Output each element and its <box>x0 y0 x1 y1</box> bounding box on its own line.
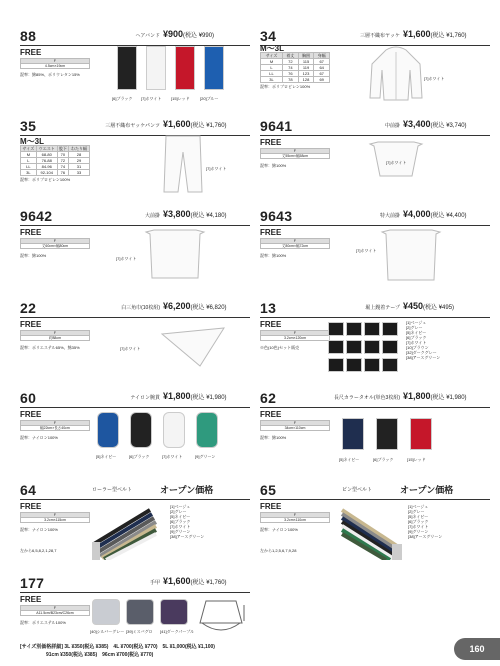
material: ※色(10色)セット販売 <box>260 345 300 350</box>
color-list: [1]ベージュ [2]グレー [5]ネイビー [6]ブラック [7]ホワイト [9]グリーン [38]アースグリーン <box>170 504 205 539</box>
product-price: ¥900(税込 ¥990) <box>163 29 215 39</box>
product-number: 34 <box>260 28 277 44</box>
color-list: [1]ベージュ [2]グレー [5]ネイビー [6]ブラック [7]ホワイト [9]グリーン [38]アースグリーン <box>408 504 443 539</box>
belts-illustration <box>90 504 160 560</box>
product-name: 中前掛 <box>384 123 400 129</box>
size-range: FREE <box>260 138 282 147</box>
divider <box>20 317 250 318</box>
product-number: 88 <box>20 28 37 44</box>
product-number: 64 <box>20 482 37 498</box>
size-range: FREE <box>20 595 42 604</box>
product-number: 9643 <box>260 208 293 224</box>
material: 混率：ポリプロピレン100% <box>20 177 71 182</box>
color-label: [7]ホワイト <box>141 96 162 101</box>
size-table: F 約88cm <box>20 330 90 341</box>
material: 混率：綿100% <box>260 435 287 440</box>
color-label: [5]ネイビー <box>96 454 117 459</box>
triangle-cloth-illustration <box>160 326 226 368</box>
divider <box>260 135 490 136</box>
swatch-red <box>410 418 432 450</box>
product-name: 特大前掛 <box>379 213 400 219</box>
size-range: FREE <box>20 502 42 511</box>
color-label: [15]レッド <box>171 96 190 101</box>
color-label: [15]レッド <box>407 457 426 462</box>
swatch-silver-gray <box>92 599 120 625</box>
color-list: [1]ベージュ [2]グレー [5]ネイビー [6]ブラック [7]ホワイト [10]ブラウン [32]ダークグレー [38]アースグリーン <box>406 320 441 360</box>
material: 混率：ナイロン100% <box>20 527 58 532</box>
divider <box>20 225 250 226</box>
size-range: FREE <box>20 410 42 419</box>
size-table: F 丈55cm×幅58cm <box>260 148 330 159</box>
product-number: 9642 <box>20 208 53 224</box>
color-label: [6]ブラック <box>129 454 150 459</box>
size-table: F 4.5cm×19cm <box>20 58 90 69</box>
size-table: F 3.2cm×110cm <box>260 512 330 523</box>
product-price: ¥450(税込 ¥495) <box>403 301 455 311</box>
size-range: FREE <box>260 410 282 419</box>
color-label: [6]ブラック <box>112 96 133 101</box>
color-label: [7]ホワイト <box>162 454 183 459</box>
product-price: ¥3,800(税込 ¥4,180) <box>163 209 227 219</box>
swatch-navy <box>342 418 364 450</box>
divider <box>20 135 250 136</box>
material: 混率：ポリエステル100% <box>20 620 66 625</box>
color-label: [5]ネイビー <box>339 457 360 462</box>
product-name: 三層不織布ヤッケ <box>359 33 400 39</box>
divider <box>260 225 490 226</box>
divider <box>260 407 490 408</box>
product-price: ¥4,000(税込 ¥4,400) <box>403 209 467 219</box>
material: 混率：ナイロン100% <box>20 435 58 440</box>
product-price: ¥1,600(税込 ¥1,760) <box>403 29 467 39</box>
divider <box>260 317 490 318</box>
color-label: [7]ホワイト <box>116 256 137 261</box>
material: 混率：綿100% <box>20 253 47 258</box>
size-table: F 丈60cm×幅80cm <box>20 238 90 249</box>
divider <box>20 407 250 408</box>
size-table: F 丈80cm×幅72cm <box>260 238 330 249</box>
swatch-white <box>146 46 166 90</box>
color-label: [20]ブルー <box>200 96 219 101</box>
size-range: M～3L <box>20 137 44 146</box>
hand-cover-diagram <box>196 597 248 639</box>
product-price: ¥3,400(税込 ¥3,740) <box>403 119 467 129</box>
swatch-navy <box>97 412 119 448</box>
product-price: オープン価格 <box>400 485 454 495</box>
divider <box>20 499 250 500</box>
size-table: サイズ 着丈 胸囲 身幅 M 72 115 67 L 74 119 64 LL 76 123 67 3L 78 128 69 <box>260 52 330 83</box>
product-name: 三層不織布ヤッケパンツ <box>105 123 160 129</box>
divider <box>260 499 490 500</box>
swatch-black <box>376 418 398 450</box>
size-range: FREE <box>260 320 282 329</box>
size-price-note: [サイズ別価格詳細] 3L ¥350(税込 ¥385) 4L ¥700(税込 ¥770) 5L ¥1,000(税込 ¥1,100) <box>20 644 215 650</box>
product-name: ナイロン腕貫 <box>130 395 160 401</box>
color-label: [39]ミスバグロ <box>126 629 153 634</box>
size-table: F 3.2cm×120cm <box>260 330 330 341</box>
swatch-dark-gray <box>126 599 154 625</box>
size-range: FREE <box>20 48 42 57</box>
swatch-green <box>196 412 218 448</box>
apron-illustration <box>144 228 206 280</box>
material: 混率：ポリエステル65%、綿35% <box>20 345 80 350</box>
color-label: [6]ブラック <box>373 457 394 462</box>
size-range: M～3L <box>260 44 284 53</box>
apron-illustration <box>368 140 424 178</box>
color-order: 左から6,5,8,2,1,28,7 <box>20 548 57 553</box>
apron-illustration <box>380 228 442 282</box>
product-name: ローラー型ベルト <box>91 487 132 493</box>
product-number: 13 <box>260 300 277 316</box>
color-label: [7]ホワイト <box>206 166 227 171</box>
divider <box>20 592 250 593</box>
size-range: FREE <box>260 228 282 237</box>
size-range: FREE <box>20 228 42 237</box>
product-number: 22 <box>20 300 37 316</box>
swatch-white <box>163 412 185 448</box>
page-number: 160 <box>454 638 500 660</box>
swatch-dark-purple <box>160 599 188 625</box>
material: 混率：綿85%、ポリウレタン15% <box>20 72 80 77</box>
product-number: 60 <box>20 390 37 406</box>
material: 混率：ポリプロピレン100% <box>260 84 311 89</box>
product-name: 堀上鏝着テープ <box>365 305 400 311</box>
product-name: ヘアバンド <box>135 33 160 39</box>
swatch-blue <box>204 46 224 90</box>
product-price: ¥6,200(税込 ¥6,820) <box>163 301 227 311</box>
size-table: サイズ ウエスト 股下 わたり幅 M 68-80 70 28 L 76-88 72 29 LL 84-96 74 31 3L 92-104 76 33 <box>20 145 90 176</box>
tape-packages <box>328 322 400 376</box>
product-price: ¥1,800(税込 ¥1,980) <box>403 391 467 401</box>
color-label: [7]ホワイト <box>356 248 377 253</box>
color-order: 左から1,2,5,6,7,9,28 <box>260 548 297 553</box>
jacket-illustration <box>368 44 424 102</box>
material: 混率：綿100% <box>260 163 287 168</box>
color-label: [7]ホワイト <box>120 346 141 351</box>
color-label: [41]ダークパープル <box>160 629 195 634</box>
product-price: ¥1,800(税込 ¥1,980) <box>163 391 227 401</box>
material: 混率：綿100% <box>260 253 287 258</box>
size-range: FREE <box>20 320 42 329</box>
swatch-red <box>175 46 195 90</box>
material: 混率：ナイロン100% <box>260 527 298 532</box>
swatch-black <box>130 412 152 448</box>
product-number: 9641 <box>260 118 293 134</box>
size-table: F A11.5cm/B23cm/C26cm <box>20 605 90 616</box>
product-number: 35 <box>20 118 37 134</box>
product-number: 62 <box>260 390 277 406</box>
color-label: [7]ホワイト <box>386 160 407 165</box>
size-table: F 幅22cm×長さ40cm <box>20 420 90 431</box>
product-name: ピン型ベルト <box>341 487 372 493</box>
belts-illustration <box>340 504 404 560</box>
pants-illustration <box>162 134 204 196</box>
product-name: 長尺カラータオル(単色3枚組) <box>333 395 400 401</box>
product-price: オープン価格 <box>160 485 214 495</box>
size-range: FREE <box>260 502 282 511</box>
product-price: ¥1,600(税込 ¥1,760) <box>163 119 227 129</box>
product-name: 白三角巾(10枚組) <box>121 305 160 311</box>
size-table: F 3.2cm×115cm <box>20 512 90 523</box>
product-number: 65 <box>260 482 277 498</box>
product-price: ¥1,600(税込 ¥1,760) <box>163 576 227 586</box>
product-number: 177 <box>20 575 45 591</box>
color-label: [9]グリーン <box>195 454 216 459</box>
swatch-black <box>117 46 137 90</box>
product-name: 大前掛 <box>144 213 160 219</box>
color-label: [40]シルバーグレー <box>90 629 125 634</box>
product-name: 手甲 <box>149 580 160 586</box>
size-table: F 34cm×110cm <box>260 420 330 431</box>
color-label: [7]ホワイト <box>424 76 445 81</box>
size-price-note-2: 91cm ¥350(税込 ¥385) 96cm ¥700(税込 ¥770) <box>46 652 154 658</box>
